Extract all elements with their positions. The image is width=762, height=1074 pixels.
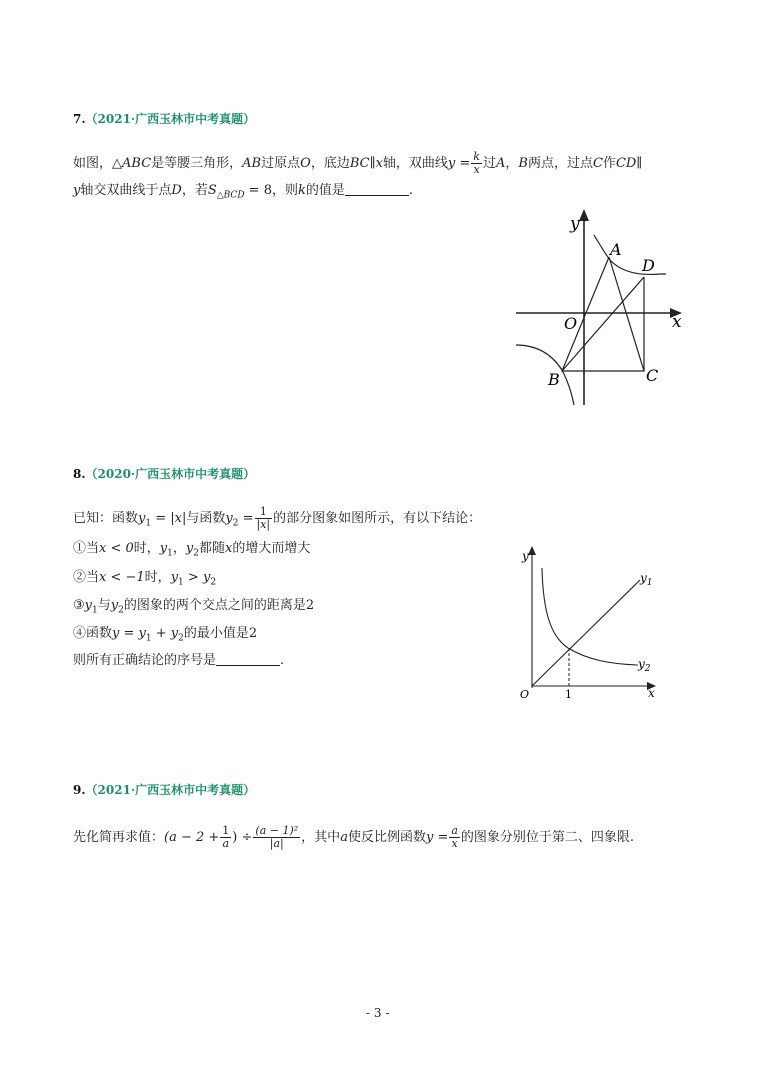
q9-fraction-3 [449, 825, 460, 850]
q8-text: 的增大而增大 [232, 541, 311, 556]
q8-curve-y2 [542, 568, 638, 665]
q8-label-y2 [637, 657, 651, 674]
q8-text: ， [172, 541, 186, 556]
q9-fraction-den: a [222, 837, 230, 850]
q8-math: x < 0 [99, 541, 134, 556]
q8-tick-1: 1 [565, 688, 572, 701]
q8-math-sub: 2 [232, 518, 239, 529]
q9-math: a [340, 830, 348, 845]
q8-source: （2020·广西玉林市中考真题） [85, 467, 256, 481]
q8-y-arrow [528, 546, 536, 555]
q9-text: ，其中 [301, 830, 341, 845]
q8-math-sub: 1 [167, 548, 173, 559]
q7-math: AB [242, 156, 262, 171]
q7-y-arrow [579, 209, 589, 221]
q7-math-sub: △BCD [216, 190, 245, 201]
q7-text: 过原点 [261, 156, 301, 171]
q8-text: 都随 [199, 541, 226, 556]
q8-math: > [183, 570, 203, 585]
q7-math: O [300, 156, 311, 171]
q7-text: 两点，过点 [527, 156, 593, 171]
q9-header [73, 781, 255, 798]
q9-number: 9. [73, 783, 86, 797]
q8-math: y [185, 541, 194, 556]
q7-line1 [73, 151, 642, 176]
q7-math: S [207, 183, 217, 198]
q8-math: y [159, 541, 168, 556]
q7-label-b: B [548, 370, 560, 389]
q9-text: 使反比例函数 [347, 830, 426, 845]
q9-source: （2021·广西玉林市中考真题） [85, 783, 256, 797]
q8-math: 2 [248, 626, 258, 641]
q7-text: 过 [482, 156, 496, 171]
q8-text: ②当 [73, 570, 100, 585]
q8-fraction-den: |x| [256, 518, 271, 531]
q7-header [73, 110, 255, 127]
q8-text: ①当 [73, 541, 100, 556]
q7-label-x: x [672, 312, 682, 332]
q7-label-o: O [564, 314, 578, 333]
q7-math: D [171, 183, 182, 198]
q8-text: 与 [97, 598, 111, 613]
q8-math-sub: 2 [210, 577, 217, 588]
q8-header [73, 465, 255, 482]
q7-text: 如图， [73, 156, 113, 171]
q7-math: y = [447, 156, 471, 171]
q8-text: ④函数 [73, 626, 113, 641]
q8-text: 则所有正确结论的序号是 [73, 653, 217, 668]
q7-text: 作 [602, 156, 616, 171]
q8-math-sub: 1 [92, 605, 98, 616]
q8-math-sub: 2 [118, 605, 124, 616]
q7-math: A [495, 156, 506, 171]
q8-item-1 [73, 541, 310, 562]
q9-math: y = [425, 830, 449, 845]
q7-text: ，底边 [310, 156, 350, 171]
q8-item-4 [73, 626, 257, 647]
q9-fraction-1 [220, 825, 231, 850]
q8-math: = |x| [151, 511, 187, 526]
q9-fraction-den: x [451, 837, 458, 850]
q8-label-y2-main: y [638, 657, 645, 671]
q8-text: 时， [144, 570, 171, 585]
q8-text: 的最小值是 [183, 626, 249, 641]
q8-math-sub: 1 [145, 518, 152, 529]
q9-fraction-num: 1 [222, 824, 230, 837]
q8-label-y1-sub: 1 [646, 578, 653, 588]
q7-fraction-den: x [473, 163, 480, 176]
q7-source: （2021·广西玉林市中考真题） [85, 112, 256, 126]
q8-label-y: y [522, 549, 529, 563]
q8-fraction-num: 1 [255, 506, 273, 519]
q7-text: . [408, 183, 414, 198]
q8-math: y [225, 511, 233, 526]
q7-text: ， [505, 156, 519, 171]
q8-math: y [138, 511, 146, 526]
q8-text: 与函数 [186, 511, 226, 526]
q8-math-sub: 2 [193, 548, 199, 559]
q8-line1 [73, 506, 481, 532]
q8-math: = [238, 511, 254, 526]
q7-label-c: C [646, 366, 659, 385]
q7-label-a: A [610, 240, 622, 259]
q7-math: BC∥x [349, 156, 383, 171]
q7-text: 是等腰三角形， [151, 156, 243, 171]
q7-text: 轴，双曲线 [382, 156, 448, 171]
q8-answer-blank[interactable] [216, 653, 280, 666]
q8-label-x: x [648, 686, 655, 700]
q7-math: △ABC [112, 156, 152, 171]
q8-conclusion [73, 653, 284, 669]
q7-text: ，若 [181, 183, 208, 198]
q8-text: 时， [133, 541, 160, 556]
q8-label-y2-sub: 2 [644, 664, 651, 674]
q8-math-sub: 2 [178, 633, 184, 644]
q8-label-y1-main: y [640, 571, 647, 585]
q9-fraction-den: |a| [269, 837, 284, 850]
q9-fraction-num: a [451, 824, 458, 837]
q7-fraction [471, 151, 482, 176]
q8-math: x [225, 541, 233, 556]
q8-number: 8. [73, 467, 86, 481]
q9-text: 的图象分别位于第二、四象限. [460, 830, 635, 845]
q7-number: 7. [73, 112, 86, 126]
q8-text: 已知：函数 [73, 511, 139, 526]
q7-text: 轴交双曲线于点 [80, 183, 172, 198]
q7-math: B [518, 156, 528, 171]
q9-math: (a − 2 + [164, 830, 220, 845]
q7-fraction-num: k [473, 150, 480, 163]
q9-text: 先化简再求值： [73, 830, 165, 845]
q7-hyperbola-branch-2 [516, 345, 574, 405]
q8-fraction [255, 506, 273, 531]
q7-text: 的值是 [305, 183, 345, 198]
q7-math: k [298, 183, 306, 198]
q8-text: 的部分图象如图所示，有以下结论： [273, 511, 482, 526]
q8-math-sub: 1 [145, 633, 152, 644]
q7-label-d: D [642, 256, 655, 275]
q7-text: ，则 [271, 183, 298, 198]
q7-answer-blank[interactable] [345, 183, 409, 196]
q8-item-2 [73, 570, 216, 591]
q8-line-y1 [532, 580, 640, 686]
q8-math: + y [151, 626, 179, 641]
q8-math: x < −1 [99, 570, 145, 585]
q8-label-y1 [639, 571, 653, 588]
q8-text: ③ [73, 598, 85, 613]
q8-label-o: O [520, 688, 530, 701]
q8-text: 的图象的两个交点之间的距离是 [123, 598, 306, 613]
page-number: - 3 - [366, 1006, 390, 1020]
q7-line2 [73, 183, 413, 204]
q8-figure [510, 540, 680, 705]
q8-text: . [280, 653, 285, 668]
q8-math: y [202, 570, 211, 585]
q8-math: y [170, 570, 179, 585]
q7-figure [510, 205, 690, 410]
q7-label-y: y [570, 214, 580, 234]
q9-line1 [73, 825, 634, 850]
q7-math: = 8 [244, 183, 272, 198]
q9-fraction-2 [253, 825, 300, 850]
q8-math: y [84, 598, 93, 613]
q8-item-3 [73, 598, 314, 619]
q8-math: y = y [112, 626, 146, 641]
q9-fraction-num: (a − 1)² [255, 824, 299, 837]
q8-math: y [110, 598, 119, 613]
q8-math: 2 [305, 598, 315, 613]
q7-math: y [73, 183, 81, 198]
q7-math: C [592, 156, 603, 171]
q7-math: CD∥ [615, 156, 643, 171]
q9-math: ) ÷ [232, 830, 253, 845]
q8-math-sub: 1 [178, 577, 184, 588]
